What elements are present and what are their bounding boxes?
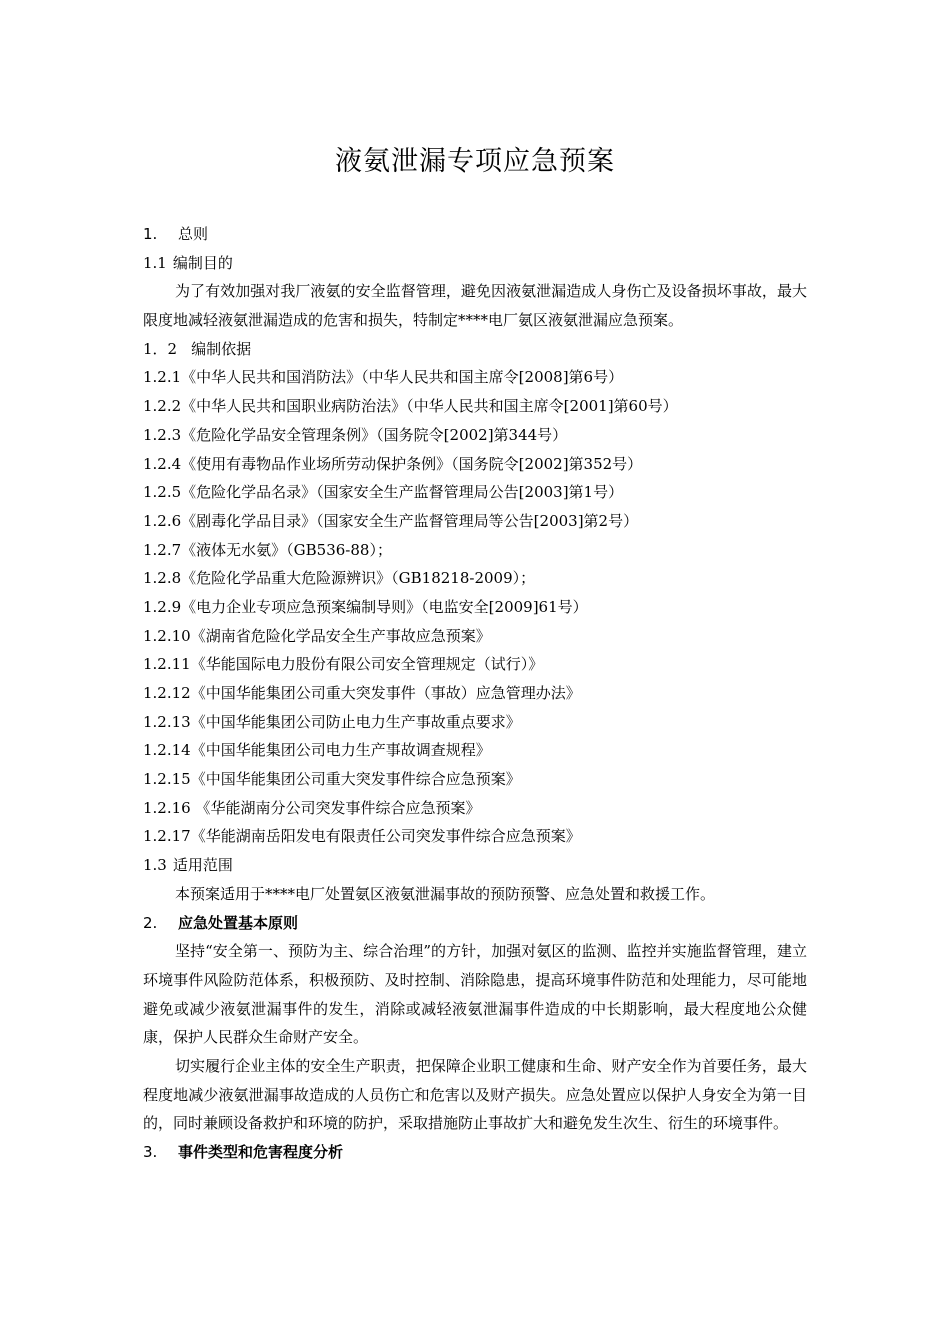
reference-item: 1.2.3《危险化学品安全管理条例》（国务院令[2002]第344号） <box>143 425 568 444</box>
reference-item: 1.2.1《中华人民共和国消防法》（中华人民共和国主席令[2008]第6号） <box>143 368 624 387</box>
section-title: 事件类型和危害程度分析 <box>178 1143 344 1162</box>
references-list <box>143 363 807 851</box>
reference-item: 1.2.7《液体无水氨》（GB536-88）； <box>143 540 392 559</box>
reference-item: 1.2.16 《华能湖南分公司突发事件综合应急预案》 <box>143 798 481 817</box>
section-number: 1.1 <box>143 253 167 272</box>
reference-item: 1.2.11《华能国际电力股份有限公司安全管理规定（试行）》 <box>143 655 544 674</box>
section-title: 总则 <box>178 225 209 243</box>
section-number: 2. <box>143 913 158 932</box>
reference-item: 1.2.6《剧毒化学品目录》（国家安全生产监督管理局等公告[2003]第2号） <box>143 511 639 530</box>
section-number: 1. <box>143 225 158 243</box>
reference-item: 1.2.4《使用有毒物品作业场所劳动保护条例》（国务院令[2002]第352号） <box>143 454 643 473</box>
reference-item: 1.2.10《湖南省危险化学品安全生产事故应急预案》 <box>143 626 491 645</box>
section-title: 应急处置基本原则 <box>178 913 299 932</box>
reference-item: 1.2.8《危险化学品重大危险源辨识》（GB18218-2009）； <box>143 569 536 588</box>
section-title: 适用范围 <box>172 856 233 875</box>
section-1-3-heading <box>143 851 807 880</box>
section-number: 1．2 <box>143 339 178 358</box>
section-1-heading <box>143 220 807 249</box>
reference-item: 1.2.12《中国华能集团公司重大突发事件（事故）应急管理办法》 <box>143 684 581 703</box>
reference-item: 1.2.9《电力企业专项应急预案编制导则》（电监安全[2009]61号） <box>143 597 588 616</box>
section-title: 编制目的 <box>172 253 233 272</box>
section-2-heading <box>143 909 807 938</box>
reference-item: 1.2.2《中华人民共和国职业病防治法》（中华人民共和国主席令[2001]第60号） <box>143 397 678 416</box>
section-1-2-heading <box>143 335 807 364</box>
section-3-heading <box>143 1138 807 1167</box>
reference-item: 1.2.5《危险化学品名录》（国家安全生产监督管理局公告[2003]第1号） <box>143 483 624 502</box>
reference-item: 1.2.15《中国华能集团公司重大突发事件综合应急预案》 <box>143 770 521 789</box>
document-body <box>143 220 807 1167</box>
purpose-paragraph: 为了有效加强对我厂液氨的安全监督管理，避免因液氨泄漏造成人身伤亡及设备损坏事故，最大限度地减轻液氨泄漏造成的危害和损失，特制定****电厂氨区液氨泄漏应急预案。 <box>143 282 807 330</box>
document-title: 液氨泄漏专项应急预案 <box>335 146 615 177</box>
principles-paragraph-2: 切实履行企业主体的安全生产职责，把保障企业职工健康和生命、财产安全作为首要任务，最大程度地减少液氨泄漏事故造成的人员伤亡和危害以及财产损失。应急处置应以保护人身安全为第一目的，同时兼顾设备救护和环境的防护，采取措施防止事故扩大和避免发生次生、衍生的环境事件。 <box>143 1057 807 1133</box>
principles-paragraph-1: 坚持“安全第一、预防为主、综合治理”的方针，加强对氨区的监测、监控并实施监督管理，建立环境事件风险防范体系，积极预防、及时控制、消除隐患，提高环境事件防范和处理能力，尽可能地避免或减少液氨泄漏事件的发生，消除或减轻液氨泄漏事件造成的中长期影响，最大程度地公众健康，保护人民群众生命财产安全。 <box>143 942 807 1047</box>
section-number: 3. <box>143 1143 158 1162</box>
reference-item: 1.2.17《华能湖南岳阳发电有限责任公司突发事件综合应急预案》 <box>143 827 581 846</box>
reference-item: 1.2.14《中国华能集团公司电力生产事故调查规程》 <box>143 741 491 760</box>
section-number: 1.3 <box>143 856 167 875</box>
reference-item: 1.2.13《中国华能集团公司防止电力生产事故重点要求》 <box>143 712 521 731</box>
section-1-1-heading <box>143 249 807 278</box>
scope-paragraph: 本预案适用于****电厂处置氨区液氨泄漏事故的预防预警、应急处置和救援工作。 <box>175 884 716 903</box>
section-title: 编制依据 <box>191 339 252 358</box>
